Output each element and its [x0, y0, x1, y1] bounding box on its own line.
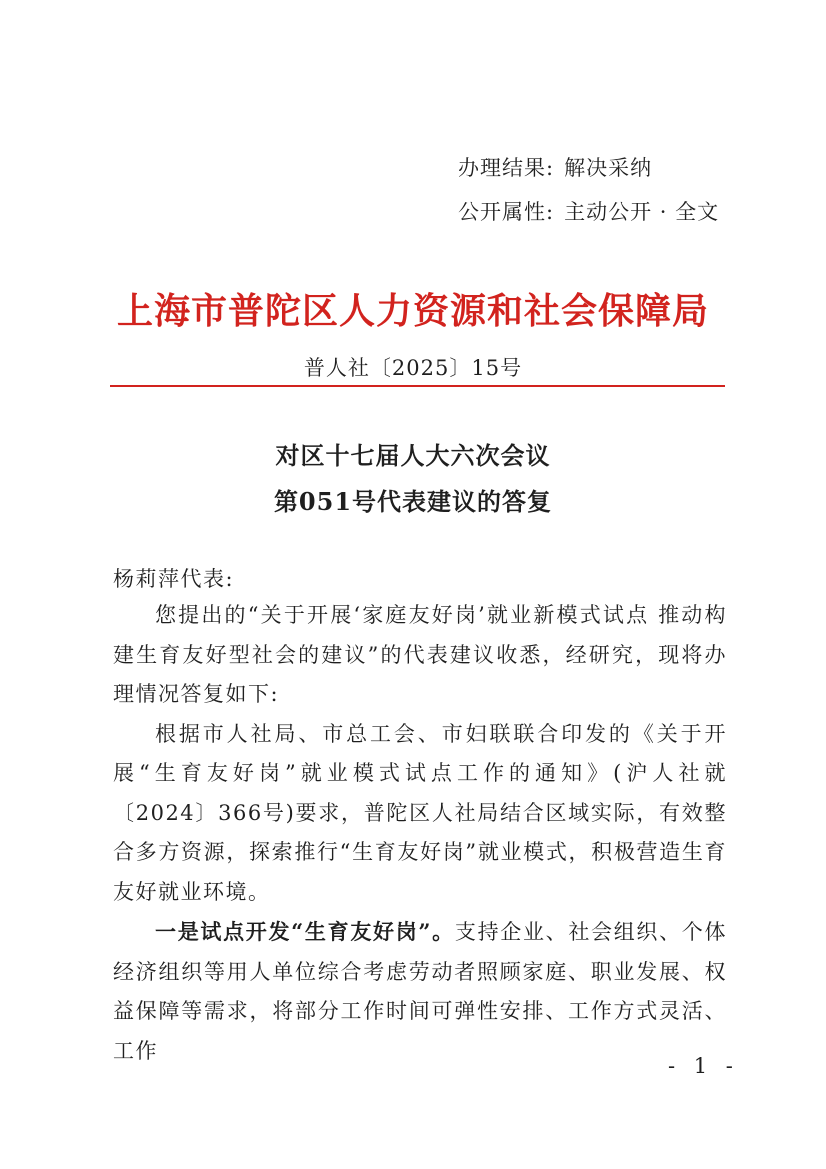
red-divider	[110, 385, 725, 387]
paragraph-2: 根据市人社局、市总工会、市妇联联合印发的《关于开展“生育友好岗”就业模式试点工作的通知》(沪人社就〔2024〕366号)要求，普陀区人社局结合区域实际，有效整合多方资源，探索推行“生育友好岗”就业模式，积极营造生育友好就业环境。	[113, 721, 727, 904]
handling-result-value: 解决采纳	[564, 156, 653, 180]
disclosure-attribute-value: 主动公开 · 全文	[564, 200, 720, 224]
paragraph-3-rest: 支持企业、社会组织、个体经济组织等用人单位综合考虑劳动者照顾家庭、职业发展、权益保障等需求，将部分工作时间可弹性安排、工作方式灵活、工作	[113, 920, 727, 1063]
page-number: - 1 -	[668, 1054, 739, 1078]
reply-title-line2: 第051号代表建议的答复	[273, 487, 553, 516]
paragraph-1: 您提出的“关于开展‘家庭友好岗’就业新模式试点 推动构建生育友好型社会的建议”的代表建议收悉，经研究，现将办理情况答复如下:	[113, 603, 727, 706]
disclosure-attribute	[458, 196, 719, 226]
reply-title-line1: 对区十七届人大六次会议	[275, 441, 551, 470]
body-text	[113, 596, 727, 1071]
document-number: 普人社〔2025〕15号	[303, 356, 523, 380]
handling-result	[458, 152, 652, 182]
handling-result-label: 办理结果:	[458, 156, 555, 180]
disclosure-attribute-label: 公开属性:	[458, 200, 555, 224]
agency-title: 上海市普陀区人力资源和社会保障局	[116, 290, 709, 332]
paragraph-3-lead: 一是试点开发“生育友好岗”。	[155, 919, 455, 944]
paragraph-3	[113, 912, 727, 1071]
salutation: 杨莉萍代表:	[113, 567, 235, 591]
